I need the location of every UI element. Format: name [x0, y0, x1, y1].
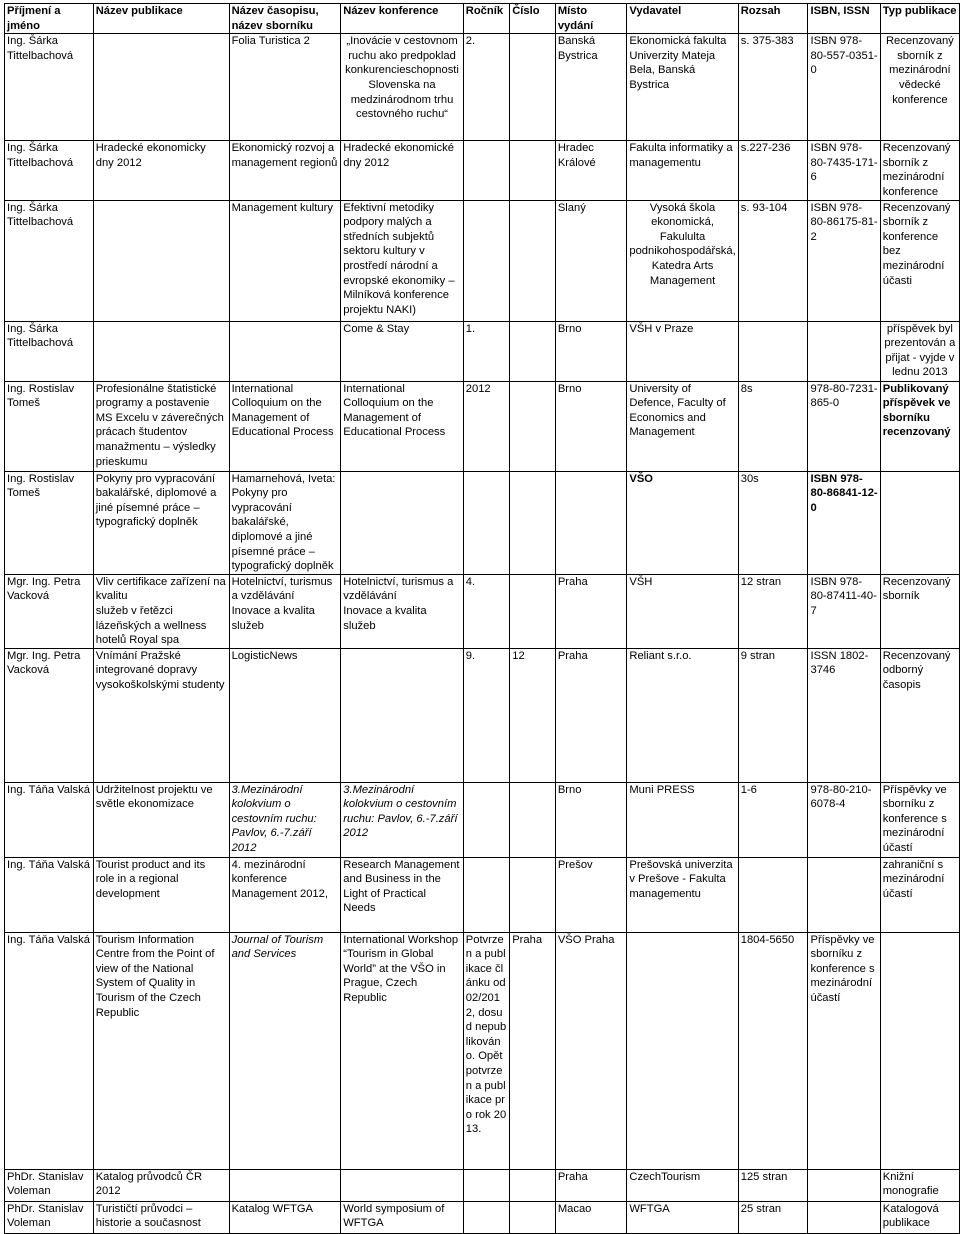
cell-publication [93, 200, 229, 321]
cell-type: zahraniční s mezinárodní účastí [880, 857, 959, 932]
cell-publication: Hradecké ekonomicky dny 2012 [93, 141, 229, 200]
cell-isbn [808, 321, 880, 381]
cell-isbn: ISBN 978-80-87411-40-7 [808, 574, 880, 648]
header-type: Typ publikace [880, 4, 959, 34]
cell-type: Recenzovaný sborník z mezinárodní vědecké konference [880, 34, 959, 141]
cell-publication: Tourist product and its role in a regional development [93, 857, 229, 932]
cell-conference: 3.Mezinárodní kolokvium o cestovním ruchu: Pavlov, 6.-7.září 2012 [341, 782, 464, 857]
cell-isbn [808, 1201, 880, 1233]
header-journal: Název časopisu, název sborníku [229, 4, 341, 34]
cell-journal: Journal of Tourism and Services [229, 932, 341, 1169]
cell-year: 9. [463, 648, 509, 782]
cell-name: Ing. Šárka Tittelbachová [5, 34, 94, 141]
cell-range: 9 stran [738, 648, 808, 782]
cell-year [463, 471, 509, 574]
header-row [5, 4, 960, 34]
cell-range: 125 stran [738, 1169, 808, 1201]
cell-journal [229, 1169, 341, 1201]
table-row [5, 321, 960, 381]
cell-isbn [808, 857, 880, 932]
cell-number: Praha [510, 932, 556, 1169]
cell-type: Publikovaný příspěvek ve sborníku recenzovaný [880, 381, 959, 471]
cell-isbn: ISBN 978-80-7435-171-6 [808, 141, 880, 200]
cell-year: 2. [463, 34, 509, 141]
table-row [5, 857, 960, 932]
cell-type: Příspěvky ve sborníku z konference s mezinárodní účastí [880, 782, 959, 857]
cell-place: Brno [555, 782, 627, 857]
cell-type: příspěvek byl prezentován a přijat - vyjde v lednu 2013 [880, 321, 959, 381]
cell-number [510, 1169, 556, 1201]
cell-conference: Efektivní metodiky podpory malých a středních subjektů sektoru kultury v prostředí národní a evropské ekonomiky – Milníková konference projektu NAKI) [341, 200, 464, 321]
cell-publisher [627, 932, 738, 1169]
cell-conference: „Inovácie v cestovnom ruchu ako predpoklad konkurencieschopnosti Slovenska na medzinárodnom trhu cestovného ruchu“ [341, 34, 464, 141]
cell-conference: World symposium of WFTGA [341, 1201, 464, 1233]
cell-name: Ing. Šárka Tittelbachová [5, 321, 94, 381]
cell-conference: Hradecké ekonomické dny 2012 [341, 141, 464, 200]
cell-range [738, 857, 808, 932]
cell-range: 1-6 [738, 782, 808, 857]
cell-publication: Vliv certifikace zařízení na kvalitu služeb v řetězci lázeňských a wellness hotelů Royal spa [93, 574, 229, 648]
cell-number [510, 782, 556, 857]
cell-publisher: Vysoká škola ekonomická, Fakululta podnikohospodářská, Katedra Arts Management [627, 200, 738, 321]
cell-name: Ing. Šárka Tittelbachová [5, 200, 94, 321]
header-range: Rozsah [738, 4, 808, 34]
cell-place: Praha [555, 574, 627, 648]
header-publisher: Vydavatel [627, 4, 738, 34]
cell-type [880, 471, 959, 574]
table-row [5, 381, 960, 471]
cell-place: Praha [555, 648, 627, 782]
cell-number [510, 200, 556, 321]
table-row [5, 34, 960, 141]
cell-place: VŠO Praha [555, 932, 627, 1169]
cell-conference [341, 648, 464, 782]
cell-place: Macao [555, 1201, 627, 1233]
cell-journal: International Colloquium on the Management of Educational Process [229, 381, 341, 471]
cell-type: Recenzovaný sborník z mezinárodní konference [880, 141, 959, 200]
cell-publication [93, 321, 229, 381]
cell-publisher: Muni PRESS [627, 782, 738, 857]
table-row [5, 782, 960, 857]
cell-journal: Hotelnictví, turismus a vzdělávání Inovace a kvalita služeb [229, 574, 341, 648]
cell-name: Ing. Šárka Tittelbachová [5, 141, 94, 200]
cell-publication: Vnímání Pražské integrované dopravy vysokoškolskými studenty [93, 648, 229, 782]
cell-name: Ing. Táňa Valská [5, 932, 94, 1169]
cell-name: Mgr. Ing. Petra Vacková [5, 574, 94, 648]
cell-year: Potvrzen a publikace článku od 02/2012, dosud nepublikováno. Opět potvrzen a publikace pro rok 2013. [463, 932, 509, 1169]
cell-range: 1804-5650 [738, 932, 808, 1169]
cell-publisher: Prešovská univerzita v Prešove - Fakulta managementu [627, 857, 738, 932]
cell-journal: 4. mezinárodní konference Management 2012, [229, 857, 341, 932]
cell-conference: International Colloquium on the Management of Educational Process [341, 381, 464, 471]
cell-place [555, 471, 627, 574]
cell-type [880, 932, 959, 1169]
cell-range: s. 93-104 [738, 200, 808, 321]
cell-publication: Turističtí průvodci – historie a současnost [93, 1201, 229, 1233]
cell-publisher: University of Defence, Faculty of Economics and Management [627, 381, 738, 471]
table-row [5, 648, 960, 782]
cell-place: Brno [555, 321, 627, 381]
cell-publication: Profesionálne štatistické programy a postavenie MS Excelu v záverečných prácach študentov manažmentu – výsledky prieskumu [93, 381, 229, 471]
cell-number [510, 141, 556, 200]
header-publication: Název publikace [93, 4, 229, 34]
cell-isbn: 978-80-210-6078-4 [808, 782, 880, 857]
cell-year: 1. [463, 321, 509, 381]
cell-publication: Pokyny pro vypracování bakalářské, diplomové a jiné písemné práce – typografický doplněk [93, 471, 229, 574]
cell-conference: Research Management and Business in the Light of Practical Needs [341, 857, 464, 932]
cell-name: PhDr. Stanislav Voleman [5, 1201, 94, 1233]
header-name: Příjmení a jméno [5, 4, 94, 34]
cell-journal: Ekonomický rozvoj a management regionů [229, 141, 341, 200]
cell-conference: International Workshop “Tourism in Global World” at the VŠO in Prague, Czech Republic [341, 932, 464, 1169]
cell-publication: Tourism Information Centre from the Point of view of the National System of Quality in Tourism of the Czech Republic [93, 932, 229, 1169]
cell-year [463, 1169, 509, 1201]
cell-range: 30s [738, 471, 808, 574]
table-row [5, 574, 960, 648]
cell-number [510, 321, 556, 381]
cell-type: Recenzovaný odborný časopis [880, 648, 959, 782]
cell-journal: Management kultury [229, 200, 341, 321]
cell-place: Hradec Králové [555, 141, 627, 200]
cell-name: PhDr. Stanislav Voleman [5, 1169, 94, 1201]
header-conference: Název konference [341, 4, 464, 34]
cell-publisher: Reliant s.r.o. [627, 648, 738, 782]
cell-isbn: ISBN 978-80-86175-81-2 [808, 200, 880, 321]
cell-journal: Hamarnehová, Iveta: Pokyny pro vypracování bakalářské, diplomové a jiné písemné práce – typografický doplněk [229, 471, 341, 574]
cell-range: 8s [738, 381, 808, 471]
cell-type: Knižní monografie [880, 1169, 959, 1201]
cell-type: Recenzovaný sborník [880, 574, 959, 648]
table-row [5, 471, 960, 574]
cell-publisher: Ekonomická fakulta Univerzity Mateja Bela, Banská Bystrica [627, 34, 738, 141]
table-row [5, 1201, 960, 1233]
cell-name: Ing. Rostislav Tomeš [5, 471, 94, 574]
cell-range: s. 375-383 [738, 34, 808, 141]
cell-place: Brno [555, 381, 627, 471]
cell-name: Mgr. Ing. Petra Vacková [5, 648, 94, 782]
cell-journal [229, 321, 341, 381]
cell-number [510, 574, 556, 648]
cell-conference: Come & Stay [341, 321, 464, 381]
cell-isbn [808, 1169, 880, 1201]
cell-range: 12 stran [738, 574, 808, 648]
cell-conference: Hotelnictví, turismus a vzdělávání Inovace a kvalita služeb [341, 574, 464, 648]
cell-year [463, 1201, 509, 1233]
cell-number [510, 1201, 556, 1233]
cell-isbn: Příspěvky ve sborníku z konference s mezinárodní účastí [808, 932, 880, 1169]
cell-year [463, 782, 509, 857]
cell-isbn: 978-80-7231-865-0 [808, 381, 880, 471]
cell-publisher: WFTGA [627, 1201, 738, 1233]
cell-publisher: VŠH v Praze [627, 321, 738, 381]
publications-table [4, 3, 960, 1234]
cell-year: 2012 [463, 381, 509, 471]
cell-isbn: ISSN 1802-3746 [808, 648, 880, 782]
cell-publication: Katalog průvodců ČR 2012 [93, 1169, 229, 1201]
cell-journal: Folia Turistica 2 [229, 34, 341, 141]
cell-publisher: VŠO [627, 471, 738, 574]
header-year: Ročník [463, 4, 509, 34]
cell-name: Ing. Táňa Valská [5, 857, 94, 932]
cell-number [510, 381, 556, 471]
cell-place: Slaný [555, 200, 627, 321]
cell-journal: LogisticNews [229, 648, 341, 782]
cell-publication [93, 34, 229, 141]
cell-conference [341, 1169, 464, 1201]
cell-range: s.227-236 [738, 141, 808, 200]
cell-year [463, 141, 509, 200]
table-row [5, 141, 960, 200]
cell-name: Ing. Táňa Valská [5, 782, 94, 857]
table-row [5, 1169, 960, 1201]
cell-publisher: Fakulta informatiky a managementu [627, 141, 738, 200]
cell-number [510, 34, 556, 141]
table-row [5, 932, 960, 1169]
cell-isbn: ISBN 978-80-557-0351-0 [808, 34, 880, 141]
cell-journal: 3.Mezinárodní kolokvium o cestovním ruchu: Pavlov, 6.-7.září 2012 [229, 782, 341, 857]
header-place: Místo vydání [555, 4, 627, 34]
header-number: Číslo [510, 4, 556, 34]
cell-year: 4. [463, 574, 509, 648]
cell-number [510, 857, 556, 932]
cell-conference [341, 471, 464, 574]
cell-journal: Katalog WFTGA [229, 1201, 341, 1233]
cell-place: Prešov [555, 857, 627, 932]
cell-number: 12 [510, 648, 556, 782]
header-isbn: ISBN, ISSN [808, 4, 880, 34]
cell-publisher: CzechTourism [627, 1169, 738, 1201]
cell-place: Praha [555, 1169, 627, 1201]
cell-publication: Udržitelnost projektu ve světle ekonomizace [93, 782, 229, 857]
cell-type: Recenzovaný sborník z konference bez mezinárodní účasti [880, 200, 959, 321]
cell-place: Banská Bystrica [555, 34, 627, 141]
cell-publisher: VŠH [627, 574, 738, 648]
table-row [5, 200, 960, 321]
cell-name: Ing. Rostislav Tomeš [5, 381, 94, 471]
cell-number [510, 471, 556, 574]
cell-isbn: ISBN 978-80-86841-12-0 [808, 471, 880, 574]
cell-year [463, 857, 509, 932]
cell-range [738, 321, 808, 381]
cell-range: 25 stran [738, 1201, 808, 1233]
cell-year [463, 200, 509, 321]
cell-type: Katalogová publikace [880, 1201, 959, 1233]
